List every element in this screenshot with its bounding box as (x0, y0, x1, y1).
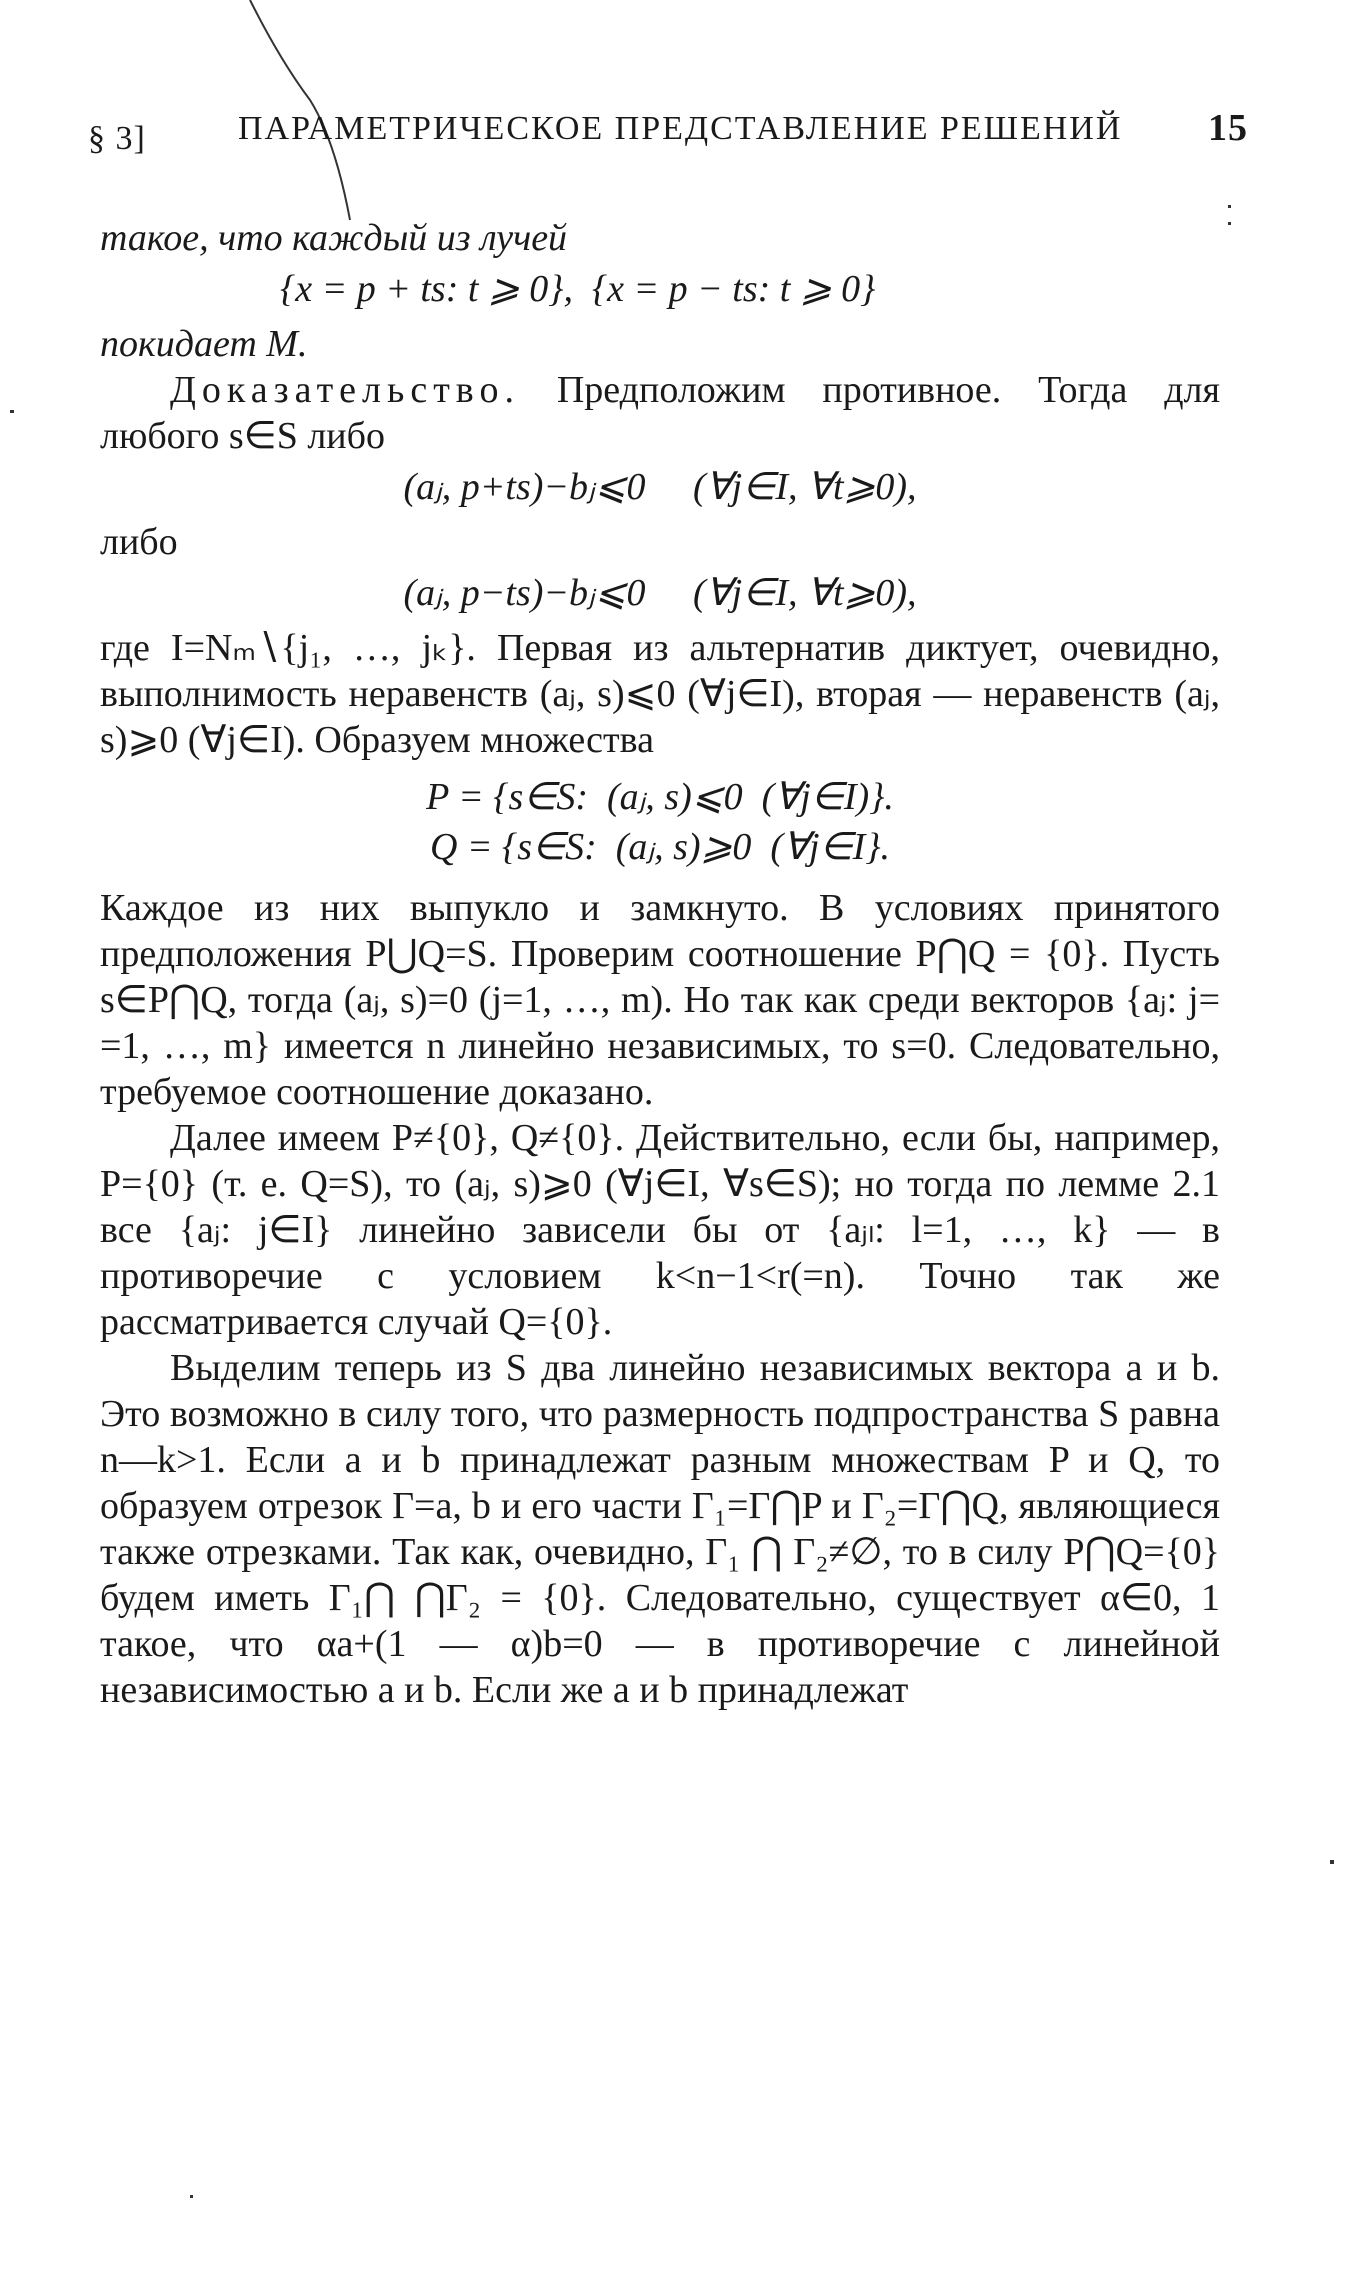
running-header (88, 100, 1248, 160)
formula-alt-1: (aⱼ, p+ts)−bⱼ⩽0 (∀j∈I, ∀t⩾0), (403, 466, 917, 508)
running-title: ПАРАМЕТРИЧЕСКОЕ ПРЕДСТАВЛЕНИЕ РЕШЕНИЙ (238, 110, 1123, 147)
margin-speck (10, 410, 14, 413)
page-body (100, 215, 1220, 1713)
margin-speck (1228, 222, 1231, 225)
proof-heading: Доказательство. (170, 369, 520, 411)
paragraph-where: где I=Nₘ∖{j₁, …, jₖ}. Первая из альтернатив диктует, очевидно, выполнимость неравенств (aⱼ, s)⩽0 (∀j∈I), вторая — неравенств (aⱼ, s)⩾0 (∀j∈I). Образуем множества (100, 627, 1220, 761)
formula-alt-2: (aⱼ, p−ts)−bⱼ⩽0 (∀j∈I, ∀t⩾0), (403, 572, 917, 614)
either-word: либо (100, 521, 178, 563)
margin-speck (190, 2195, 193, 2198)
paragraph-convex: Каждое из них выпукло и замкнуто. В условиях принятого предположения P⋃Q=S. Проверим соотношение P⋂Q = {0}. Пусть s∈P⋂Q, тогда (aⱼ, s)=0 (j=1, …, m). Но так как среди векторов {aⱼ: j= =1, …, m} имеется n линейно независимых, то s=0. Следовательно, требуемое соотношение доказано. (100, 887, 1220, 1113)
formula-rays: {x = p + ts: t ⩾ 0}, {x = p − ts: t ⩾ 0} (280, 268, 876, 310)
proof-paragraph (100, 367, 1220, 459)
proof-text: Предположим противное. Тогда для любого s∈S либо (100, 369, 1220, 457)
intro-line: такое, что каждый из лучей (100, 217, 568, 259)
formula-set-p: P = {s∈S: (aⱼ, s)⩽0 (∀j∈I)}. (426, 776, 894, 818)
paragraph-select: Выделим теперь из S два линейно независимых вектора a и b. Это возможно в силу того, что размерность подпространства S равна n—k>1. Если a и b принадлежат разным множествам P и Q, то образуем отрезок Γ=a, b и его части Γ₁=Γ⋂P и Γ₂=Γ⋂Q, являющиеся также отрезками. Так как, очевидно, Γ₁ ⋂ Γ₂≠∅, то в силу P⋂Q={0} будем иметь Γ₁⋂ ⋂Γ₂ = {0}. Следовательно, существует α∈0, 1 такое, что αa+(1 — α)b=0 — в противоречие с линейной независимостью a и b. Если же a и b принадлежат (100, 1347, 1220, 1711)
page-number: 15 (1208, 107, 1248, 149)
formula-set-q: Q = {s∈S: (aⱼ, s)⩾0 (∀j∈I}. (429, 826, 891, 868)
margin-speck (1228, 205, 1231, 208)
leaves-line: покидает M. (100, 323, 308, 365)
paragraph-further: Далее имеем P≠{0}, Q≠{0}. Действительно, если бы, например, P={0} (т. е. Q=S), то (aⱼ, s)⩾0 (∀j∈I, ∀s∈S); но тогда по лемме 2.1 все {aⱼ: j∈I} линейно зависели бы от {aⱼₗ: l=1, …, k} — в противоречие с условием k<n−1<r(=n). Точно так же рассматривается случай Q={0}. (100, 1117, 1220, 1343)
margin-speck (1330, 1860, 1334, 1864)
section-number: § 3] (88, 120, 146, 157)
